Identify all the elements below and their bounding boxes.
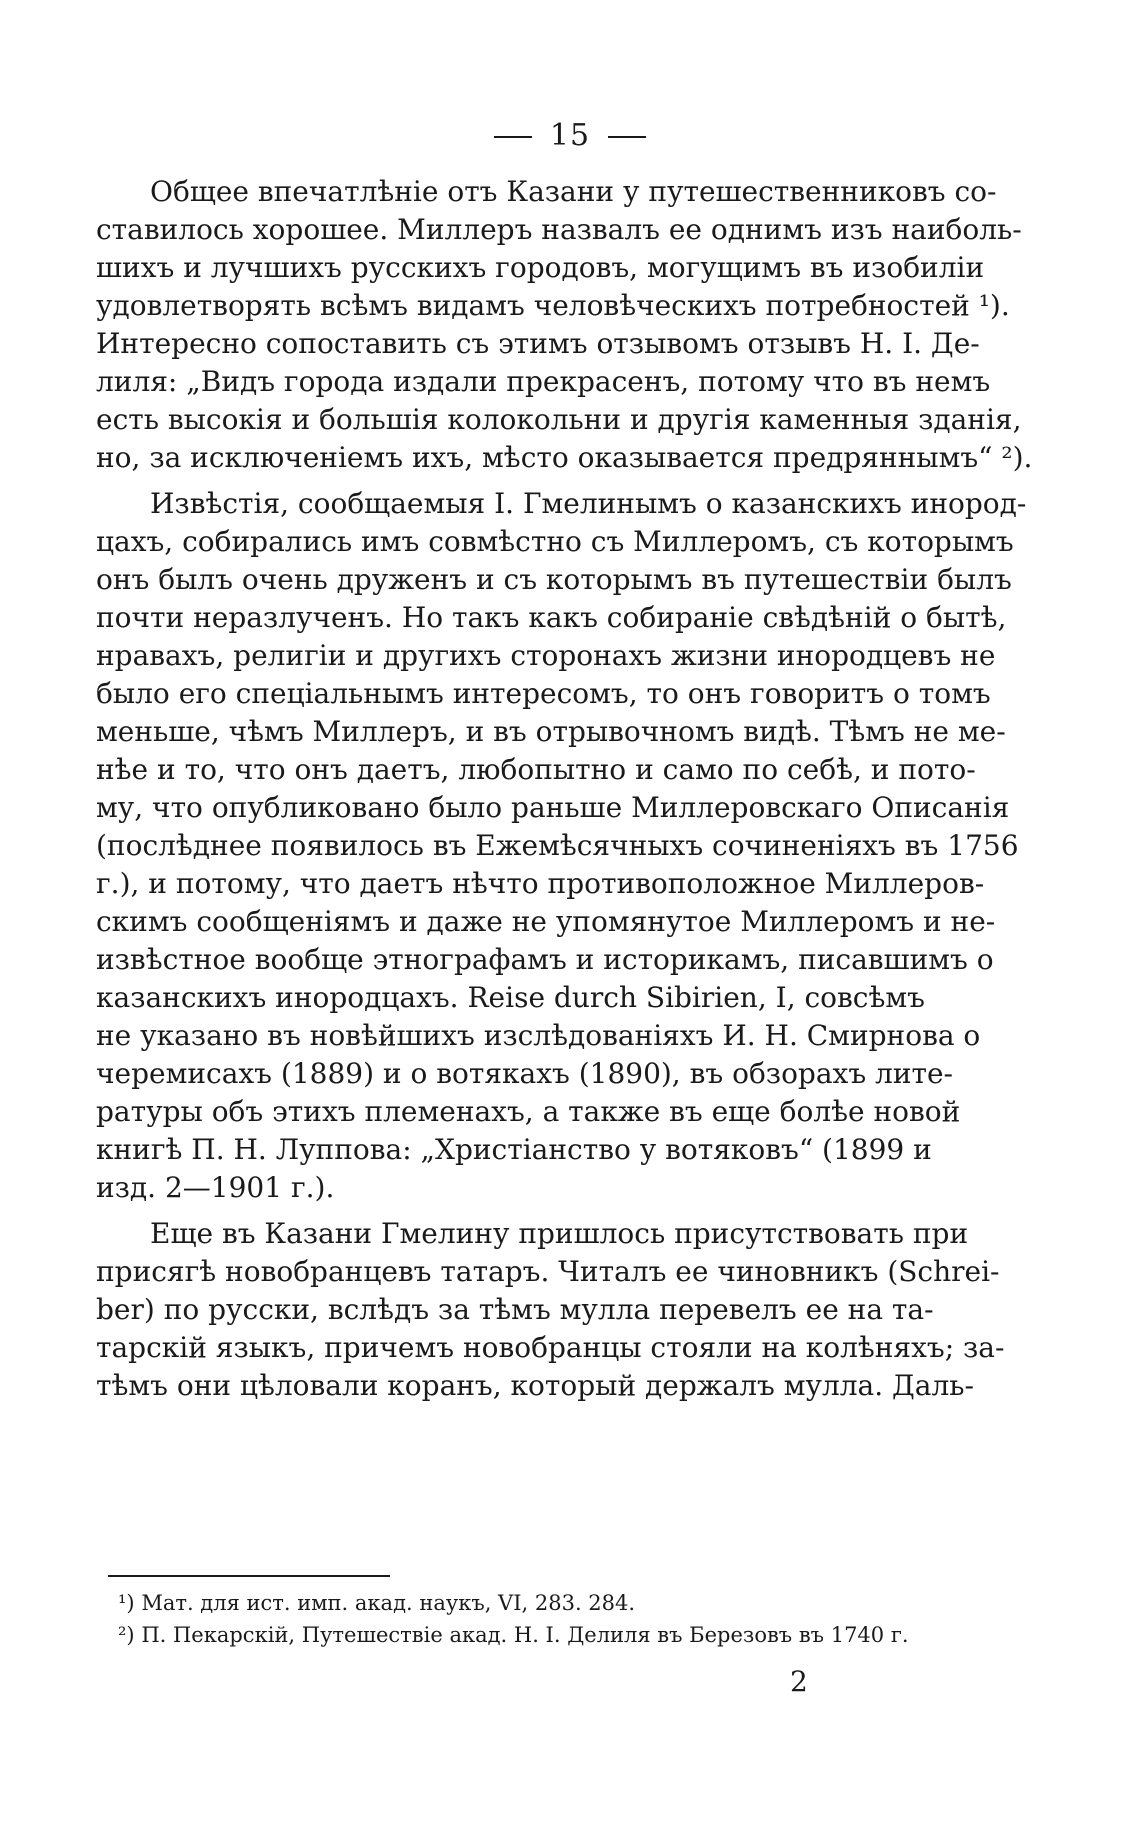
paragraph-2-line-12: скимъ сообщеніямъ и даже не упомянутое Миллеромъ и не-: [96, 905, 996, 938]
page-number: [0, 118, 1140, 153]
paragraph-2-line-17: ратуры объ этихъ племенахъ, а также въ еще болѣе новой: [96, 1095, 961, 1128]
footnote-2: [118, 1620, 928, 1650]
paragraph-1-line-6: лиля: „Видъ города издали прекрасенъ, потому что въ немъ: [96, 365, 991, 398]
paragraph-2-line-5: нравахъ, религіи и другихъ сторонахъ жизни инородцевъ не: [96, 639, 996, 672]
paragraph-2-line-3: онъ былъ очень друженъ и съ которымъ въ путешествіи былъ: [96, 563, 1012, 596]
page-number-value: 15: [549, 118, 591, 153]
paragraph-1-line-1: Общее впечатлѣніе отъ Казани у путешественниковъ со-: [150, 175, 997, 208]
paragraph-2-line-1: Извѣстія, сообщаемыя І. Гмелинымъ о казанскихъ инород-: [150, 487, 1027, 520]
paragraph-2-line-6: было его спеціальнымъ интересомъ, то онъ говоритъ о томъ: [96, 677, 991, 710]
footnote-2-mark: ²): [118, 1623, 135, 1647]
page-number-dash-left: [494, 136, 532, 138]
paragraph-3-line-5: тѣмъ они цѣловали коранъ, который держалъ мулла. Даль-: [96, 1369, 974, 1402]
paragraph-1-line-4: удовлетворять всѣмъ видамъ человѣческихъ потребностей ¹).: [96, 289, 1010, 322]
signature-mark: 2: [790, 1665, 808, 1698]
paragraph-2-line-13: извѣстное вообще этнографамъ и историкамъ, писавшимъ о: [96, 943, 994, 976]
paragraph-2-line-16: черемисахъ (1889) и о вотякахъ (1890), въ обзорахъ лите-: [96, 1057, 954, 1090]
paragraph-2-line-11: г.), и потому, что даетъ нѣчто противоположное Миллеров-: [96, 867, 985, 900]
paragraph-3-line-1: Еще въ Казани Гмелину пришлось присутствовать при: [150, 1217, 969, 1250]
paragraph-3-line-4: тарскій языкъ, причемъ новобранцы стояли на колѣняхъ; за-: [96, 1331, 1005, 1364]
paragraph-1-line-3: шихъ и лучшихъ русскихъ городовъ, могущимъ въ изобиліи: [96, 251, 985, 284]
paragraph-2-line-18: книгѣ П. Н. Луппова: „Христіанство у вотяковъ“ (1899 и: [96, 1133, 932, 1166]
paragraph-2-line-15: не указано въ новѣйшихъ изслѣдованіяхъ И. Н. Смирнова о: [96, 1019, 981, 1052]
paragraph-2-line-10: (послѣднее появилось въ Ежемѣсячныхъ сочиненіяхъ въ 1756: [96, 829, 1019, 862]
paragraph-3-line-2: присягѣ новобранцевъ татаръ. Читалъ ее чиновникъ (Schrei-: [96, 1255, 1000, 1288]
paragraph-1-line-7: есть высокія и большія колокольни и другія каменныя зданія,: [96, 403, 1022, 436]
paragraph-3-line-3: ber) по русски, вслѣдъ за тѣмъ мулла перевелъ ее на та-: [96, 1293, 934, 1326]
paragraph-2-line-7: меньше, чѣмъ Миллеръ, и въ отрывочномъ видѣ. Тѣмъ не ме-: [96, 715, 1006, 748]
paragraph-1-line-5: Интересно сопоставить съ этимъ отзывомъ отзывъ Н. І. Де-: [96, 327, 980, 360]
footnote-1-mark: ¹): [118, 1591, 135, 1615]
paragraph-1-line-2: ставилось хорошее. Миллеръ назвалъ ее однимъ изъ наиболь-: [96, 213, 1022, 246]
paragraph-2-line-14: казанскихъ инородцахъ. Reise durch Sibirien, I, совсѣмъ: [96, 981, 925, 1014]
paragraph-2-line-19: изд. 2—1901 г.).: [96, 1171, 335, 1204]
paragraph-2-line-8: нѣе и то, что онъ даетъ, любопытно и само по себѣ, и пото-: [96, 753, 976, 786]
paragraph-1-line-8: но, за исключеніемъ ихъ, мѣсто оказывается предряннымъ“ ²).: [96, 441, 1033, 474]
paragraph-2-line-9: му, что опубликовано было раньше Миллеровскаго Описанія: [96, 791, 1010, 824]
page-number-dash-right: [608, 136, 646, 138]
footnote-separator: [108, 1575, 390, 1577]
footnote-1: [118, 1588, 928, 1618]
footnote-2-text: П. Пекарскій, Путешествіе акад. Н. І. Делиля въ Березовъ въ 1740 г.: [141, 1623, 909, 1647]
footnote-1-text: Мат. для ист. имп. акад. наукъ, VI, 283. 284.: [141, 1591, 636, 1615]
paragraph-2-line-4: почти неразлученъ. Но такъ какъ собираніе свѣдѣній о бытѣ,: [96, 601, 1007, 634]
paragraph-2-line-2: цахъ, собирались имъ совмѣстно съ Миллеромъ, съ которымъ: [96, 525, 1014, 558]
